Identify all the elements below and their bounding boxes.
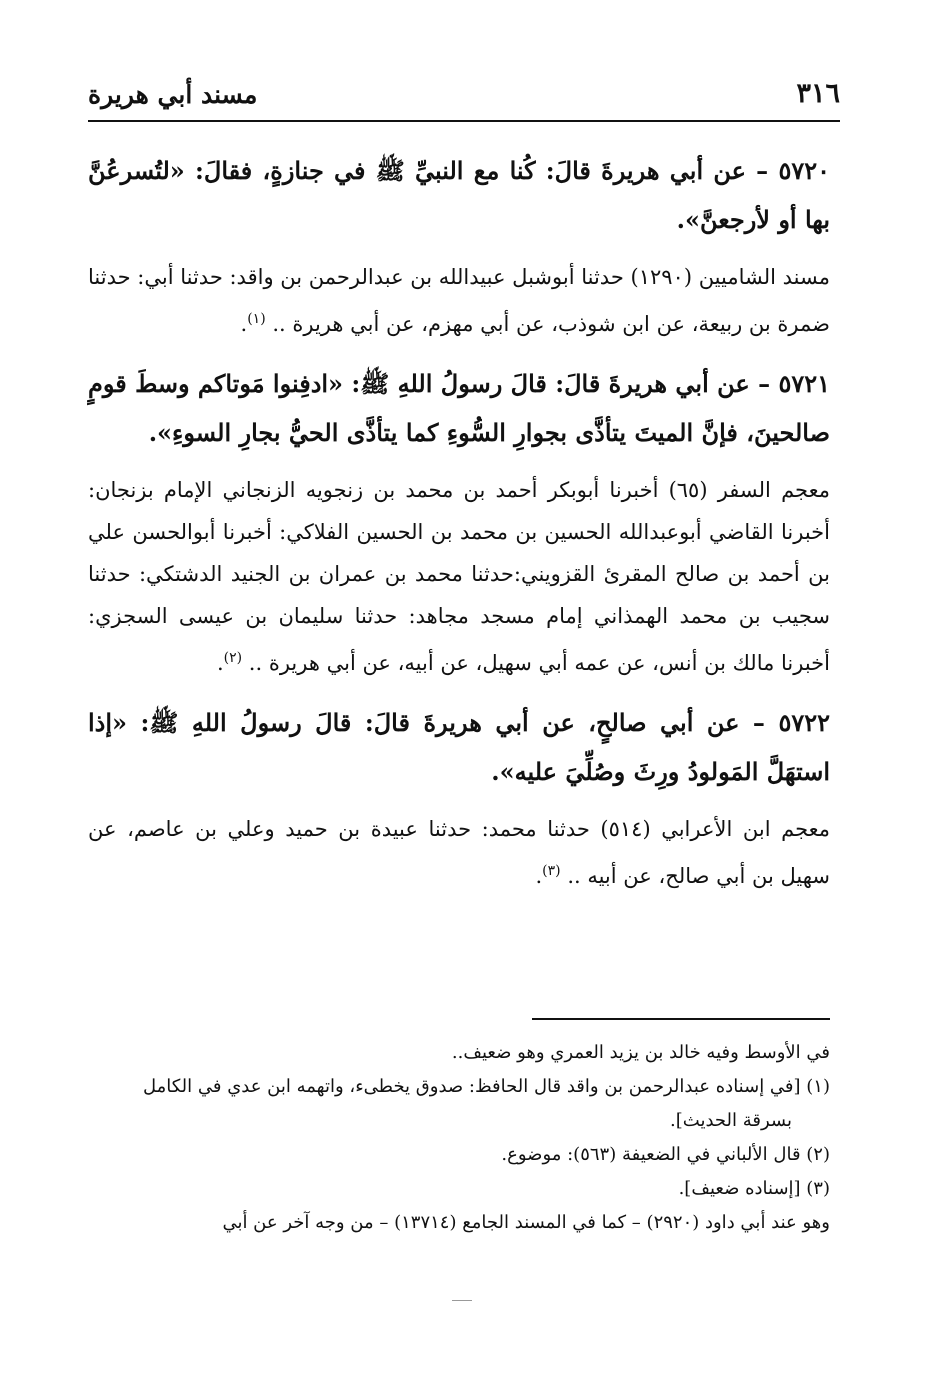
hadith-text: – عن أبي هريرةَ قالَ: قالَ رسولُ اللهِ ﷺ: «ادفِنوا مَوتاكم وسطَ قومٍ صالحينَ، فإنَّ الميتَ يتأذَّى بجوارِ السُّوءِ كما يتأذَّى الحيُّ بجارِ السوءِ». bbox=[88, 369, 830, 447]
source-text: معجم السفر (٦٥) أخبرنا أبوبكر أحمد بن محمد بن زنجويه الزنجاني الإمام بزنجان: أخبرنا القاضي أبوعبدالله الحسين بن محمد بن الحسين الفلاكي: أخبرنا أبوالحسن علي بن أحمد بن صالح المقرئ القزويني:حدثنا محمد بن عمران بن الجنيد الدشتكي: حدثنا سجيب بن محمد الهمذاني إمام مسجد مجاهد: حدثنا سليمان بن عيسى السجزي: أخبرنا مالك بن أنس، عن عمه أبي سهيل، عن أبيه، عن أبي هريرة .. bbox=[88, 478, 830, 675]
footnote-1: (١) [في إسناده عبدالرحمن بن واقد قال الحافظ: صدوق يخطىء، واتهمه ابن عدي في الكامل bbox=[142, 1076, 830, 1097]
footnote-separator bbox=[532, 1018, 830, 1020]
footnote-ref: (٢) bbox=[223, 650, 243, 666]
bottom-mark bbox=[452, 1300, 472, 1301]
hadith-5720 bbox=[88, 146, 830, 244]
footnotes bbox=[88, 1036, 830, 1240]
hadith-text: – عن أبي هريرةَ قالَ: كُنا مع النبيِّ ﷺ في جنازةٍ، فقالَ: «لتُسرعُنَّ بها أو لأرجعنَّ». bbox=[88, 156, 830, 234]
footnote-1-continued: بسرقة الحديث]. bbox=[670, 1110, 792, 1131]
hadith-text: – عن أبي صالحٍ، عن أبي هريرةَ قالَ: قالَ رسولُ اللهِ ﷺ: «إذا استهَلَّ المَولودُ ورِثَ وصُلِّيَ عليه». bbox=[88, 708, 830, 786]
hadith-5722 bbox=[88, 698, 830, 796]
hadith-number: ٥٧٢١ bbox=[778, 369, 830, 398]
footnote-ref: (١) bbox=[247, 311, 266, 327]
hadith-number: ٥٧٢٢ bbox=[778, 708, 830, 737]
source-5721: معجم السفر (٦٥) أخبرنا أبوبكر أحمد بن محمد بن زنجويه الزنجاني الإمام بزنجان: أخبرنا القاضي أبوعبدالله الحسين بن محمد بن الحسين الفلاكي: أخبرنا أبوالحسن علي بن أحمد بن صالح المقرئ القزويني:حدثنا محمد بن عمران بن الجنيد الدشتكي: حدثنا سجيب بن محمد الهمذاني إمام مسجد مجاهد: حدثنا سليمان بن عيسى السجزي: أخبرنا مالك بن أنس، عن عمه أبي سهيل، عن أبيه، عن أبي هريرة .. $^{(٢)}$. bbox=[88, 478, 830, 675]
source-5722: معجم ابن الأعرابي (٥١٤) حدثنا محمد: حدثنا عبيدة بن حميد وعلي بن عاصم، عن سهيل بن أبي صالح، عن أبيه .. $^{(٣)}$. bbox=[88, 817, 831, 888]
running-title: مسند أبي هريرة bbox=[88, 80, 258, 109]
footnote-carryover: في الأوسط وفيه خالد بن يزيد العمري وهو ضعيف.. bbox=[451, 1042, 830, 1063]
main-text bbox=[88, 138, 830, 911]
footnote-3: (٣) [إسناده ضعيف]. bbox=[678, 1178, 830, 1199]
page-number: ٣١٦ bbox=[796, 78, 840, 109]
hadith-5721 bbox=[88, 359, 830, 457]
source-text: مسند الشاميين (١٢٩٠) حدثنا أبوشبل عبيدالله بن عبدالرحمن بن واقد: حدثنا أبي: حدثنا ضمرة بن ربيعة، عن ابن شوذب، عن أبي مهزم، عن أبي هريرة .. bbox=[88, 265, 830, 336]
header-rule bbox=[88, 120, 840, 122]
source-5720: مسند الشاميين (١٢٩٠) حدثنا أبوشبل عبيدالله بن عبدالرحمن بن واقد: حدثنا أبي: حدثنا ضمرة بن ربيعة، عن ابن شوذب، عن أبي مهزم، عن أبي هريرة .. $^{(١)}$. bbox=[88, 265, 830, 336]
hadith-number: ٥٧٢٠ bbox=[778, 156, 830, 185]
page-header bbox=[88, 74, 840, 118]
footnote-2: (٢) قال الألباني في الضعيفة (٥٦٣): موضوع. bbox=[501, 1144, 830, 1165]
source-text: معجم ابن الأعرابي (٥١٤) حدثنا محمد: حدثنا عبيدة بن حميد وعلي بن عاصم، عن سهيل بن أبي صالح، عن أبيه .. bbox=[88, 817, 831, 888]
footnote-tail: وهو عند أبي داود (٢٩٢٠) – كما في المسند الجامع (١٣٧١٤) – من وجه آخر عن أبي bbox=[222, 1212, 830, 1233]
footnote-ref: (٣) bbox=[542, 863, 561, 879]
